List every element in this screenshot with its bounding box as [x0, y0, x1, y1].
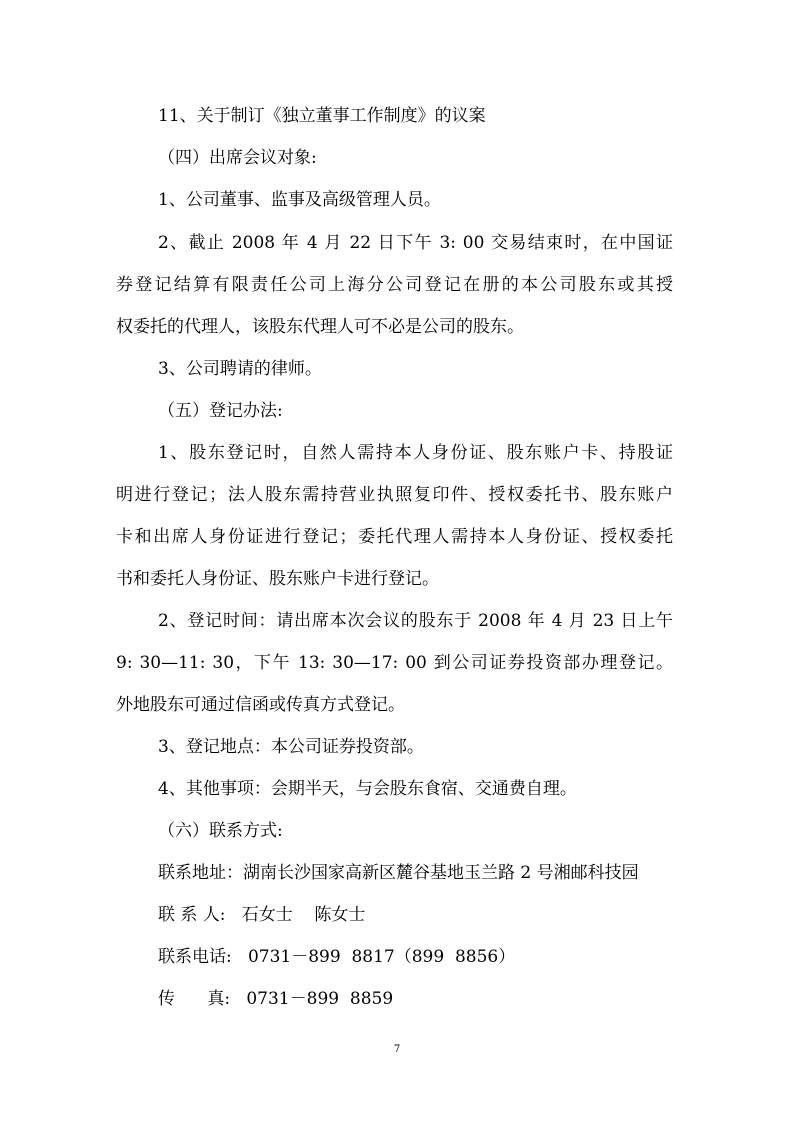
attendee-item-3: 3、公司聘请的律师。: [158, 359, 322, 379]
registration-item-2-line-3: 外地股东可通过信函或传真方式登记。: [116, 695, 405, 715]
registration-item-4: 4、其他事项：会期半天，与会股东食宿、交通费自理。: [158, 779, 577, 799]
registration-item-1-line-4: 书和委托人身份证、股东账户卡进行登记。: [116, 569, 439, 589]
agenda-item-11: 11、关于制订《独立董事工作制度》的议案: [158, 106, 486, 126]
registration-item-3: 3、登记地点：本公司证券投资部。: [158, 737, 424, 757]
attendee-item-1: 1、公司董事、监事及高级管理人员。: [158, 190, 441, 210]
section-heading-registration: （五）登记办法:: [158, 401, 283, 421]
section-heading-contact: （六）联系方式:: [158, 821, 283, 841]
registration-item-2-line-1: 2、登记时间：请出席本次会议的股东于 2008 年 4 月 23 日上午: [158, 611, 673, 631]
attendee-item-2-line-1: 2、截止 2008 年 4 月 22 日下午 3: 00 交易结束时，在中国证: [158, 233, 673, 253]
registration-item-1-line-2: 明进行登记；法人股东需持营业执照复印件、授权委托书、股东账户: [116, 485, 673, 505]
registration-item-1-line-3: 卡和出席人身份证进行登记；委托代理人需持本人身份证、授权委托: [116, 527, 673, 547]
registration-item-1-line-1: 1、股东登记时，自然人需持本人身份证、股东账户卡、持股证: [158, 443, 673, 463]
attendee-item-2-line-3: 权委托的代理人，该股东代理人可不必是公司的股东。: [116, 317, 524, 337]
page-number: 7: [393, 1044, 401, 1055]
registration-item-2-line-2: 9: 30—11: 30，下午 13: 30—17: 00 到公司证券投资部办理登记。: [116, 653, 673, 673]
contact-phone: 联系电话: 0731－899 8817（899 8856）: [158, 947, 516, 967]
contact-address: 联系地址：湖南长沙国家高新区麓谷基地玉兰路 2 号湘邮科技园: [158, 863, 639, 883]
contact-fax: 传 真: 0731－899 8859: [158, 989, 394, 1009]
contact-persons: 联 系 人: 石女士 陈女士: [158, 905, 366, 925]
section-heading-attendees: （四）出席会议对象:: [158, 148, 317, 168]
attendee-item-2-line-2: 券登记结算有限责任公司上海分公司登记在册的本公司股东或其授: [116, 275, 673, 295]
